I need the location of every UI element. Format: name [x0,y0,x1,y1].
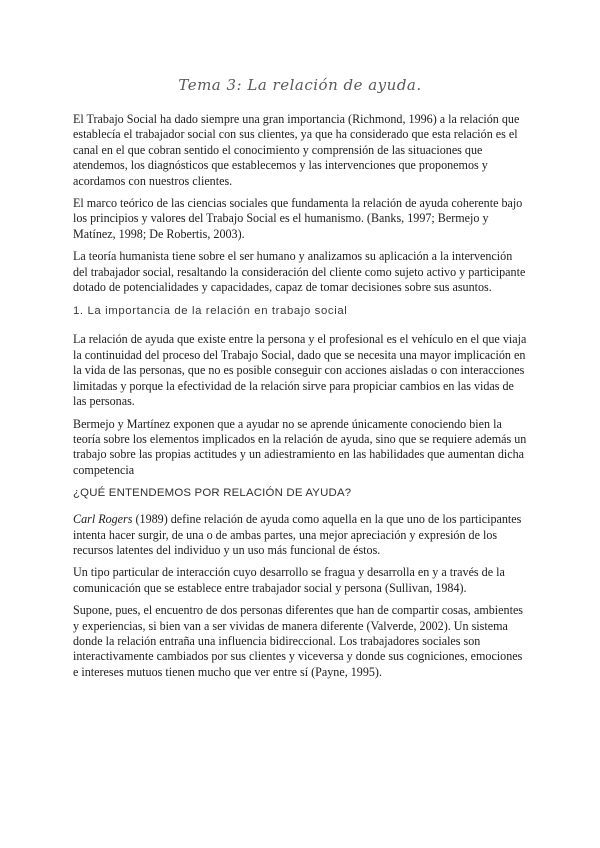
rogers-paragraph [73,512,529,558]
section1-paragraph-1: La relación de ayuda que existe entre la persona y el profesional es el vehículo en el que viaja la continuidad del proceso del Trabajo Social, dado que se necesita una mayor implicación en la vida de las personas, que no es posible conseguir con acciones aisladas o con interacciones limitadas y porque la efectividad de la relación sirve para propiciar cambios en las vidas de las personas. [73,332,527,409]
document-body [73,112,529,687]
intro-paragraph-1: El Trabajo Social ha dado siempre una gran importancia (Richmond, 1996) a la relación que establecía el trabajador social con sus clientes, ya que ha considerado que esta relación es el canal en el que cobran sentido el conocimiento y comprensión de las situaciones que atendemos, los diagnósticos que establecemos y las intervenciones que proponemos y acordamos con nuestros clientes. [73,112,520,188]
intro-paragraph-2: El marco teórico de las ciencias sociales que fundamenta la relación de ayuda coherente bajo los principios y valores del Trabajo Social es el humanismo. (Banks, 1997; Bermejo y Matínez, 1998; De Robertis, 2003). [73,196,523,241]
rogers-name: Carl Rogers [73,512,133,527]
final-paragraph-1: Un tipo particular de interacción cuyo desarrollo se fragua y desarrolla en y a través de la comunicación que se establece entre trabajador social y persona (Sullivan, 1984). [73,565,505,595]
document-title: Tema 3: La relación de ayuda. [178,76,422,94]
section1-paragraph-2: Bermejo y Martínez exponen que a ayudar no se aprende únicamente conociendo bien la teoría sobre los elementos implicados en la relación de ayuda, sino que se requiere además un trabajo sobre las propias actitudes y un adiestramiento en las habilidades que aumentan dicha competencia [73,416,527,477]
rogers-definition: (1989) define relación de ayuda como aquella en la que uno de los participantes intenta hacer surgir, de una o de ambas partes, una mejor apreciación y expresión de los recursos latentes del individuo y un uso más funcional de éstos. [73,512,522,557]
intro-paragraph-3: La teoría humanista tiene sobre el ser humano y analizamos su aplicación a la intervención del trabajador social, resaltando la consideración del cliente como sujeto activo y participante dotado de potencialidades y capacidades, capaz de tomar decisiones sobre sus asuntos. [73,249,526,295]
final-paragraph-2: Supone, pues, el encuentro de dos personas diferentes que han de compartir cosas, ambientes y experiencias, si bien van a ser vividas de manera diferente (Valverde, 2002). Un sistema donde la relación entraña una influencia bidireccional. Los trabajadores sociales son interactivamente cambiados por sus clientes y viceversa y donde sus cogniciones, emociones e intereses mutuos tienen mucho que ver entre sí (Payne, 1995). [73,603,524,679]
section-heading-1: 1. La importancia de la relación en trabajo social [73,305,348,318]
subheading-relacion-ayuda: ¿QUÉ ENTENDEMOS POR RELACIÓN DE AYUDA? [73,487,352,500]
